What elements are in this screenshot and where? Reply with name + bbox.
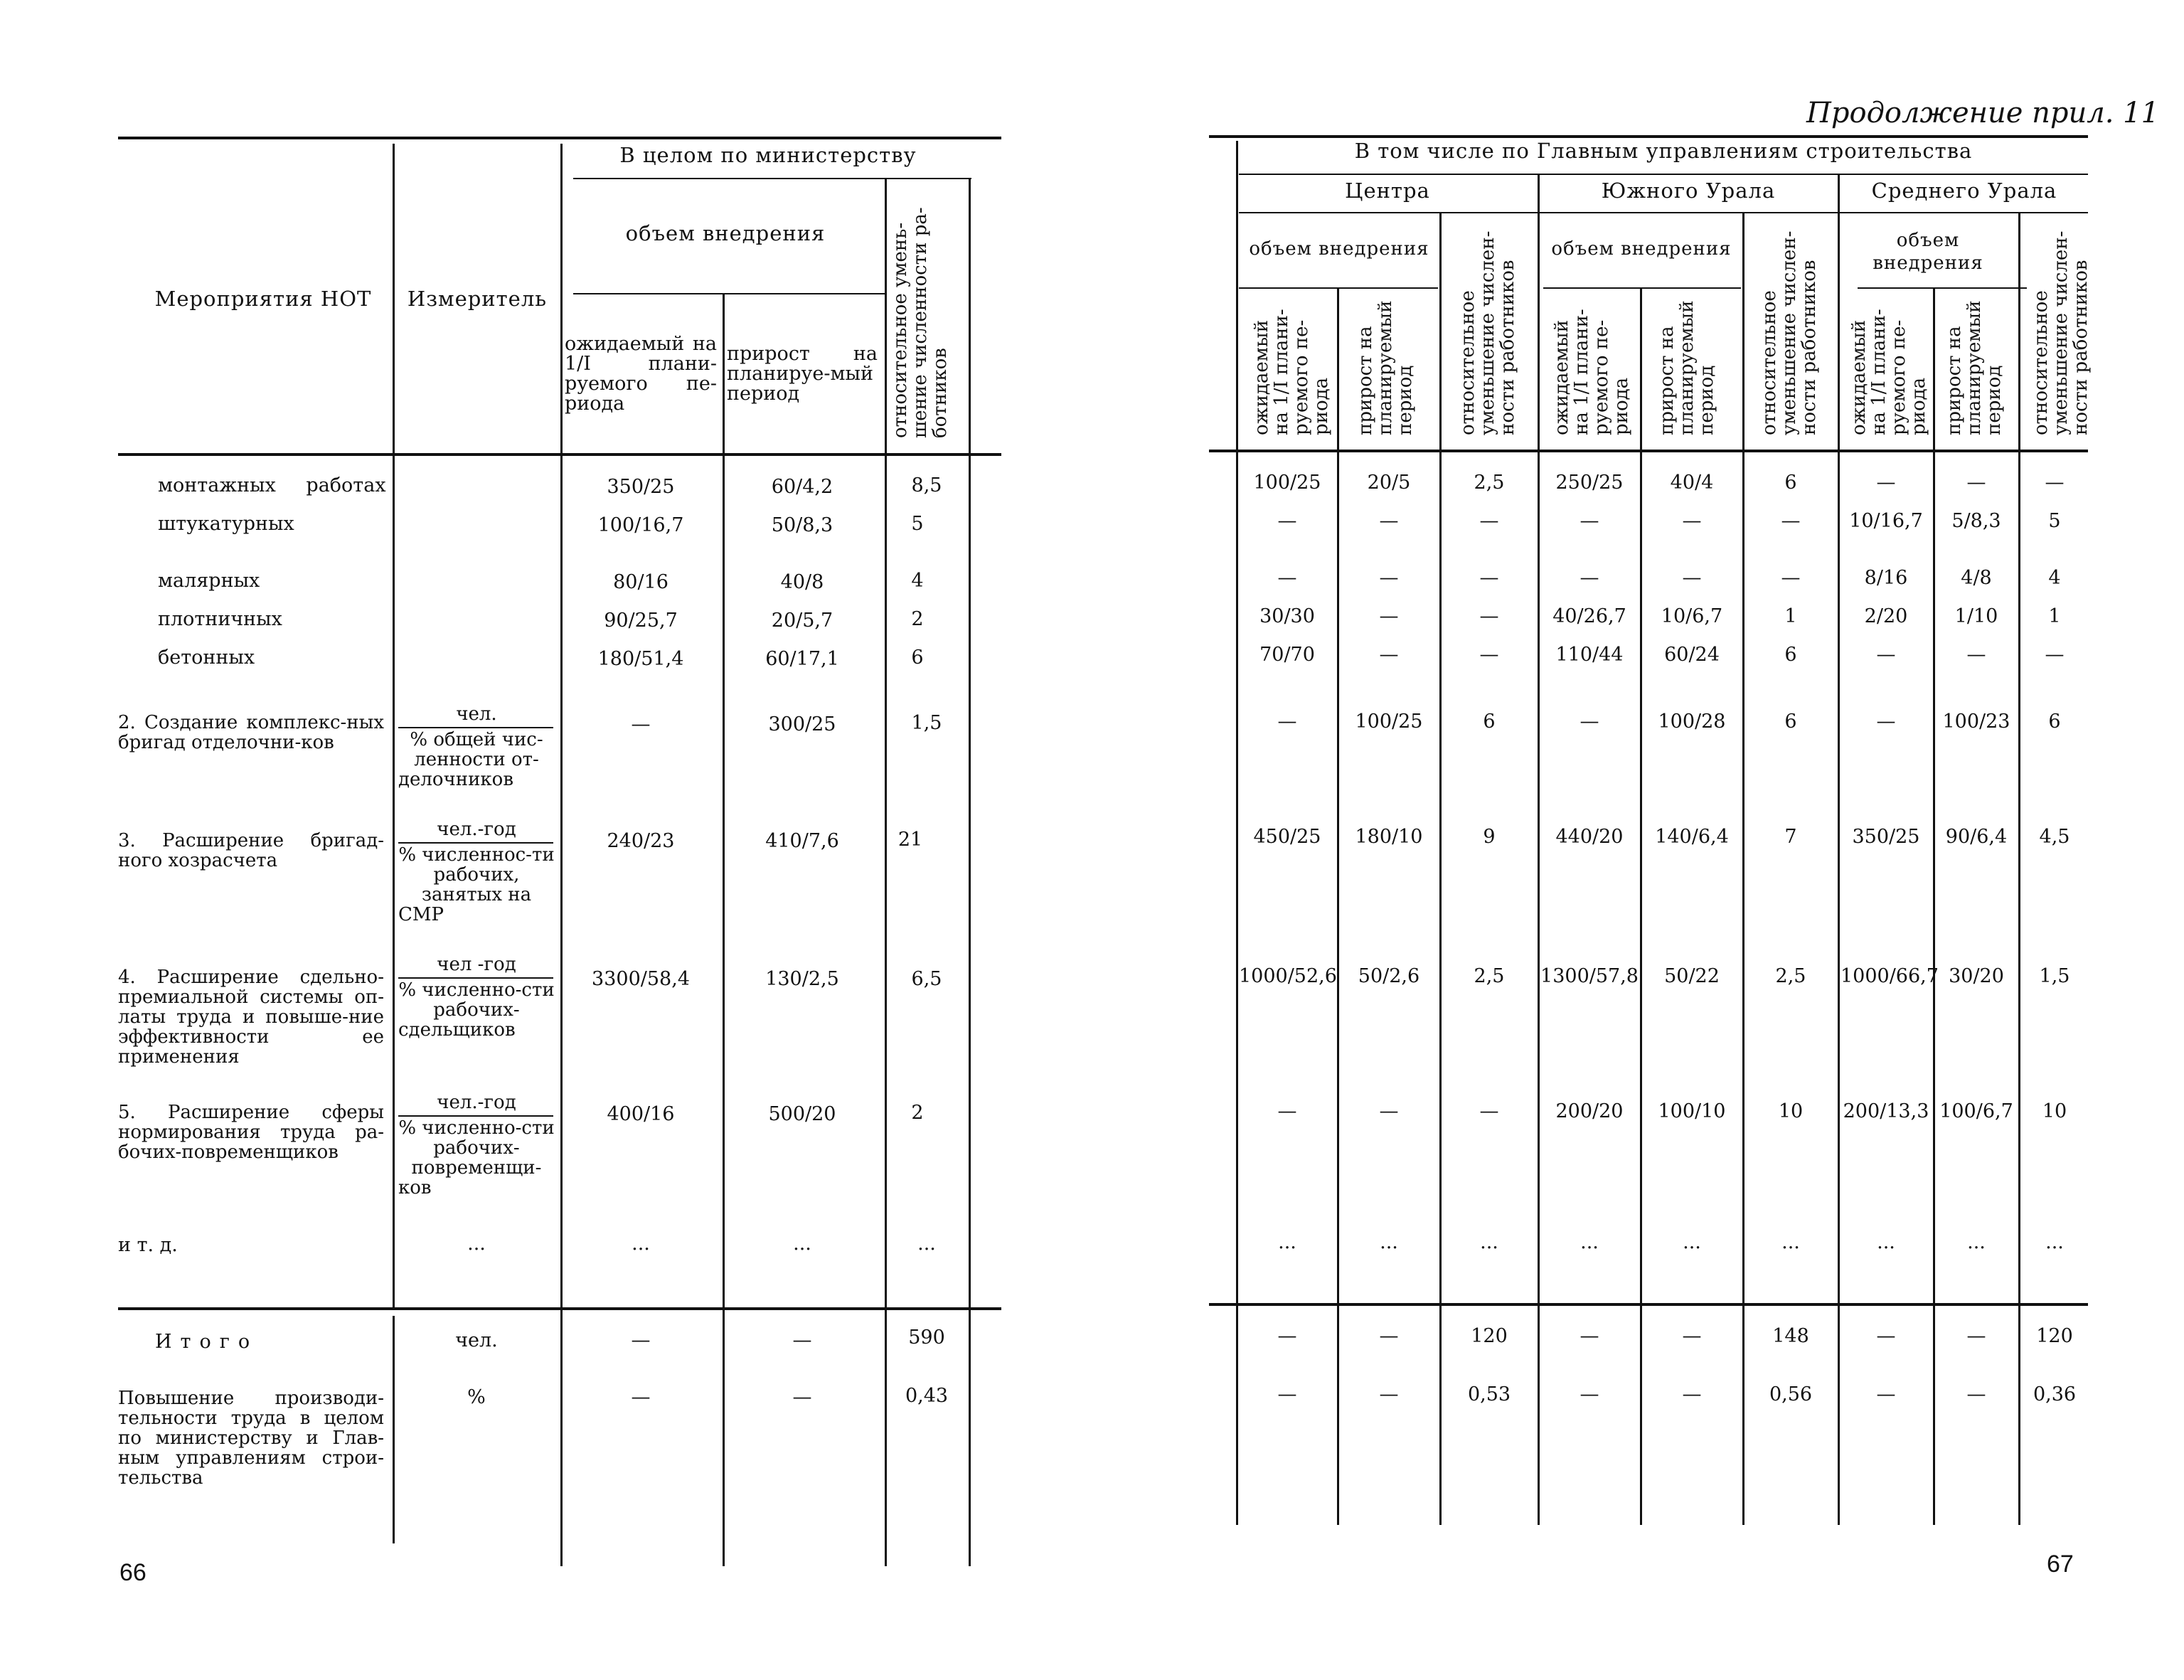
cell-increase: 40/8 bbox=[780, 571, 824, 593]
cell: 4,5 bbox=[2039, 826, 2070, 848]
cell: 30/20 bbox=[1949, 965, 2004, 987]
productivity-reduction: 0,43 bbox=[905, 1385, 949, 1407]
cell: — bbox=[1479, 510, 1499, 532]
cell: — bbox=[1876, 1325, 1896, 1347]
cell: 100/28 bbox=[1658, 711, 1726, 733]
cell: 0,36 bbox=[2033, 1383, 2077, 1405]
cell: — bbox=[1966, 644, 1986, 666]
cell-reduction: 1,5 bbox=[911, 712, 942, 734]
header-reduction-text: относительное умень-шение численности ра-ботников bbox=[890, 207, 951, 438]
cell: 2/20 bbox=[1864, 605, 1908, 627]
unit-bottom: % общей чис-ленности от-делочников bbox=[398, 729, 543, 790]
cell: 120 bbox=[2036, 1325, 2073, 1347]
cell: 0,56 bbox=[1769, 1383, 1813, 1405]
cell-expected: 400/16 bbox=[607, 1103, 675, 1125]
cell-increase: 410/7,6 bbox=[765, 830, 839, 852]
cell: — bbox=[1580, 711, 1599, 733]
cell: — bbox=[1479, 567, 1499, 589]
total-expected: — bbox=[631, 1329, 651, 1351]
header-reduction: относительное уменьшение числен-ности работников bbox=[1759, 230, 1820, 435]
cell: 7 bbox=[1784, 826, 1797, 848]
cell: — bbox=[1876, 1383, 1896, 1405]
header-measures: Мероприятия НОТ bbox=[154, 287, 372, 311]
cell: ... bbox=[1580, 1231, 1599, 1253]
unit-top: чел.-год bbox=[437, 819, 516, 840]
cell: 1,5 bbox=[2039, 965, 2070, 987]
productivity-unit: % bbox=[467, 1386, 486, 1408]
cell: 440/20 bbox=[1555, 826, 1624, 848]
header-expected: ожидаемый на 1/I плани-руемого пе-риода bbox=[1848, 309, 1929, 435]
unit-top: чел.-год bbox=[437, 1092, 516, 1113]
cell-increase: 300/25 bbox=[768, 713, 836, 735]
cell: 1 bbox=[1784, 605, 1797, 627]
header-region-middle-ural: Среднего Урала bbox=[1871, 179, 2057, 203]
header-ministry: В целом по министерству bbox=[619, 143, 917, 167]
cell-reduction: 6 bbox=[911, 647, 924, 669]
cell-expected: 180/51,4 bbox=[597, 648, 684, 670]
cell: — bbox=[1277, 1100, 1297, 1122]
cell: — bbox=[1781, 567, 1801, 589]
header-region-center: Центра bbox=[1345, 179, 1430, 203]
cell: 120 bbox=[1471, 1325, 1508, 1347]
row-label: 4. Расширение сдельно-премиальной системы оп-латы труда и повыше-ние эффективности ее применения bbox=[118, 967, 384, 1068]
cell-reduction: 2 bbox=[911, 608, 924, 630]
cell: — bbox=[1277, 567, 1297, 589]
header-increase: прирост на планируе-мый период bbox=[727, 343, 878, 405]
header-group: В том числе по Главным управлениям строительства bbox=[1354, 139, 1973, 163]
etc-label: и т. д. bbox=[118, 1234, 178, 1256]
etc-dots: ... bbox=[917, 1233, 936, 1255]
header-volume: объем внедрения bbox=[625, 221, 826, 245]
cell-reduction: 8,5 bbox=[911, 474, 942, 496]
cell: — bbox=[1682, 1383, 1702, 1405]
cell: 450/25 bbox=[1253, 826, 1321, 848]
cell-increase: 60/17,1 bbox=[765, 648, 839, 670]
cell-reduction: 21 bbox=[897, 829, 923, 851]
cell: 350/25 bbox=[1852, 826, 1920, 848]
cell: 1000/66,7 bbox=[1841, 965, 1939, 987]
cell: 40/26,7 bbox=[1552, 605, 1626, 627]
cell: 0,53 bbox=[1467, 1383, 1511, 1405]
cell: — bbox=[1966, 472, 1986, 494]
cell: 140/6,4 bbox=[1655, 826, 1729, 848]
cell: 8/16 bbox=[1864, 567, 1908, 589]
cell: — bbox=[1966, 1383, 1986, 1405]
page-number: 67 bbox=[2047, 1551, 2074, 1578]
cell-reduction: 4 bbox=[911, 570, 924, 592]
cell-reduction: 5 bbox=[911, 513, 924, 535]
cell: 100/25 bbox=[1253, 472, 1321, 494]
total-unit: чел. bbox=[455, 1329, 498, 1351]
header-reduction: относительное уменьшение числен-ности работников bbox=[1457, 230, 1518, 435]
cell: 1/10 bbox=[1954, 605, 1998, 627]
cell: — bbox=[1781, 510, 1801, 532]
productivity-expected: — bbox=[631, 1386, 651, 1408]
cell: ... bbox=[2045, 1231, 2064, 1253]
row-label: 5. Расширение сферы нормирования труда ра-бочих-повременщиков bbox=[118, 1102, 384, 1163]
cell-increase: 60/4,2 bbox=[771, 476, 833, 498]
cell: ... bbox=[1278, 1231, 1296, 1253]
cell-reduction: 2 bbox=[911, 1102, 924, 1124]
cell: 6 bbox=[1784, 472, 1797, 494]
cell-expected: 350/25 bbox=[607, 476, 675, 498]
total-reduction: 590 bbox=[908, 1327, 945, 1349]
cell-expected: 80/16 bbox=[613, 571, 668, 593]
sub-label: штукатурных bbox=[158, 513, 294, 535]
cell-expected: 240/23 bbox=[607, 830, 675, 852]
cell: ... bbox=[1967, 1231, 1986, 1253]
cell: 6 bbox=[2048, 711, 2061, 733]
header-expected: ожидаемый на 1/I плани-руемого пе-риода bbox=[1251, 309, 1332, 435]
cell: 20/5 bbox=[1367, 472, 1411, 494]
sub-label: бетонных bbox=[158, 647, 255, 669]
cell: 1 bbox=[2048, 605, 2061, 627]
header-unit: Измеритель bbox=[407, 287, 548, 311]
cell: — bbox=[1682, 567, 1702, 589]
cell: — bbox=[1580, 1325, 1599, 1347]
cell: — bbox=[1479, 644, 1499, 666]
unit-bottom: % численно-сти рабочих-сдельщиков bbox=[398, 979, 555, 1041]
cell: 5 bbox=[2048, 510, 2061, 532]
cell: 4 bbox=[2048, 567, 2061, 589]
cell-expected: 3300/58,4 bbox=[592, 968, 690, 990]
cell: 10/16,7 bbox=[1849, 510, 1923, 532]
cell: ... bbox=[1480, 1231, 1498, 1253]
cell: 6 bbox=[1483, 711, 1496, 733]
row-label: 3. Расширение бригад-ного хозрасчета bbox=[118, 830, 384, 871]
cell-increase: 20/5,7 bbox=[771, 610, 833, 632]
header-region-south-ural: Южного Урала bbox=[1601, 179, 1776, 203]
header-volume: объем внедрения bbox=[1551, 238, 1732, 260]
cell: 148 bbox=[1772, 1325, 1809, 1347]
cell: 110/44 bbox=[1555, 644, 1624, 666]
header-expected: ожидаемый на 1/I плани-руемого пе-риода bbox=[1551, 309, 1632, 435]
cell-expected: 90/25,7 bbox=[604, 610, 678, 632]
header-reduction: относительное уменьшение числен-ности работников bbox=[2030, 230, 2092, 435]
sub-label: монтажных работах bbox=[158, 474, 386, 496]
cell: 10 bbox=[2042, 1100, 2067, 1122]
cell: — bbox=[1682, 1325, 1702, 1347]
total-increase: — bbox=[792, 1329, 812, 1351]
cell: ... bbox=[1877, 1231, 1895, 1253]
cell: ... bbox=[1683, 1231, 1701, 1253]
total-label: Итого bbox=[155, 1331, 259, 1353]
cell: — bbox=[1277, 711, 1297, 733]
header-increase: прирост на планируемый период bbox=[1944, 300, 2005, 435]
cell: 200/20 bbox=[1555, 1100, 1624, 1122]
header-volume: объем внедрения bbox=[1873, 230, 1983, 274]
cell: — bbox=[1876, 711, 1896, 733]
cell: 6 bbox=[1784, 711, 1797, 733]
cell: 9 bbox=[1483, 826, 1496, 848]
cell: 200/13,3 bbox=[1843, 1100, 1929, 1122]
cell: 50/2,6 bbox=[1358, 965, 1420, 987]
cell: 6 bbox=[1784, 644, 1797, 666]
cell: 1300/57,8 bbox=[1540, 965, 1639, 987]
cell: 100/6,7 bbox=[1939, 1100, 2013, 1122]
unit-bottom: % численно-сти рабочих-повременщи-ков bbox=[398, 1117, 555, 1198]
cell: 30/30 bbox=[1259, 605, 1315, 627]
etc-dots: ... bbox=[632, 1233, 650, 1255]
cell-increase: 500/20 bbox=[768, 1103, 836, 1125]
header-increase: прирост на планируемый период bbox=[1656, 300, 1717, 435]
cell: — bbox=[1379, 605, 1399, 627]
cell-increase: 50/8,3 bbox=[771, 514, 833, 536]
cell: — bbox=[1966, 1325, 1986, 1347]
cell: — bbox=[1277, 1383, 1297, 1405]
cell: — bbox=[1682, 510, 1702, 532]
cell: 100/25 bbox=[1355, 711, 1423, 733]
etc-dots: ... bbox=[467, 1233, 486, 1255]
cell: — bbox=[1479, 1100, 1499, 1122]
cell: 10/6,7 bbox=[1661, 605, 1723, 627]
productivity-label: Повышение производи-тельности труда в целом по министерству и Глав-ным управлениям строи-тельства bbox=[118, 1388, 384, 1489]
header-increase: прирост на планируемый период bbox=[1355, 300, 1416, 435]
cell: — bbox=[1277, 1325, 1297, 1347]
cell: — bbox=[1580, 510, 1599, 532]
cell: — bbox=[1479, 605, 1499, 627]
header-reduction bbox=[890, 185, 950, 438]
cell: ... bbox=[1380, 1231, 1398, 1253]
cell: — bbox=[1379, 644, 1399, 666]
continuation-label: Продолжение прил. 11 bbox=[1806, 97, 2160, 129]
cell: 2,5 bbox=[1474, 472, 1505, 494]
cell-reduction: 6,5 bbox=[911, 968, 942, 990]
cell: 50/22 bbox=[1664, 965, 1720, 987]
cell: — bbox=[2045, 472, 2065, 494]
cell: — bbox=[1580, 567, 1599, 589]
cell: — bbox=[1379, 1100, 1399, 1122]
cell: 70/70 bbox=[1259, 644, 1315, 666]
cell: — bbox=[1277, 510, 1297, 532]
cell-increase: 130/2,5 bbox=[765, 968, 839, 990]
cell: 180/10 bbox=[1355, 826, 1423, 848]
unit-top: чел -год bbox=[437, 954, 516, 975]
cell: — bbox=[1379, 567, 1399, 589]
cell: 100/23 bbox=[1942, 711, 2010, 733]
cell: 2,5 bbox=[1775, 965, 1806, 987]
cell: 10 bbox=[1778, 1100, 1804, 1122]
cell: — bbox=[1876, 472, 1896, 494]
header-volume: объем внедрения bbox=[1249, 238, 1429, 260]
cell: — bbox=[1580, 1383, 1599, 1405]
cell: 5/8,3 bbox=[1951, 510, 2001, 532]
unit-top: чел. bbox=[456, 703, 497, 725]
cell: ... bbox=[1781, 1231, 1800, 1253]
cell: 2,5 bbox=[1474, 965, 1505, 987]
etc-dots: ... bbox=[793, 1233, 811, 1255]
cell: 90/6,4 bbox=[1945, 826, 2008, 848]
sub-label: плотничных bbox=[158, 608, 282, 630]
cell: — bbox=[1876, 644, 1896, 666]
cell-expected: 100/16,7 bbox=[597, 514, 684, 536]
cell: 1000/52,6 bbox=[1239, 965, 1337, 987]
cell: 4/8 bbox=[1961, 567, 1992, 589]
cell: 100/10 bbox=[1658, 1100, 1726, 1122]
header-expected: ожидаемый на 1/I плани-руемого пе-риода bbox=[565, 333, 717, 415]
cell: — bbox=[1379, 510, 1399, 532]
cell: — bbox=[1379, 1383, 1399, 1405]
row-label: 2. Создание комплекс-ных бригад отделочни-ков bbox=[118, 712, 384, 753]
cell-expected: — bbox=[631, 713, 651, 735]
cell: — bbox=[1379, 1325, 1399, 1347]
cell: 40/4 bbox=[1670, 472, 1714, 494]
cell: — bbox=[2045, 644, 2065, 666]
page-number: 66 bbox=[119, 1559, 147, 1586]
cell: 250/25 bbox=[1555, 472, 1624, 494]
productivity-increase: — bbox=[792, 1386, 812, 1408]
sub-label: малярных bbox=[158, 570, 260, 592]
unit-bottom: % численнос-ти рабочих, занятых на СМР bbox=[398, 844, 555, 925]
cell: 60/24 bbox=[1664, 644, 1720, 666]
